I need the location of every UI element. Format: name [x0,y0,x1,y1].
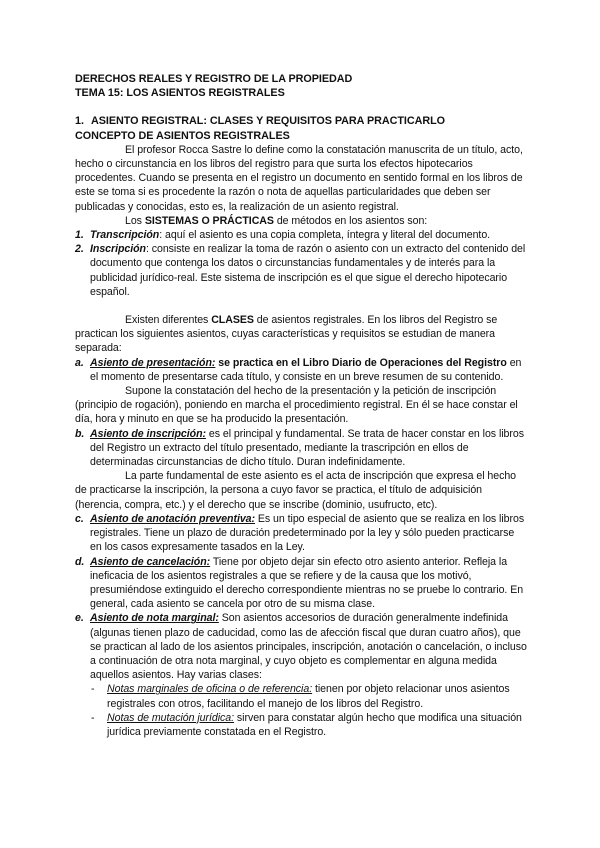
list-marker: 2. [75,243,84,256]
list-term: Asiento de nota marginal: [90,612,219,625]
list-item [75,611,527,682]
list-marker: e. [75,612,84,625]
list-term: Transcripción [90,229,160,242]
list-term: Asiento de cancelación: [90,555,211,568]
document-subtitle: TEMA 15: LOS ASIENTOS REGISTRALES [75,87,285,100]
list-text: : consiste en realizar la toma de razón o asiento con un extracto del contenido del documento que contenga los datos o circunstancias fundamentales y de interés para la publicidad jurídico-real. Este sistema de inscripción es el que sigue el derecho hipotecario español. [90,243,526,298]
list-text-bold: se practica en el Libro Diario de Operaciones del Registro [215,356,507,369]
sub-list-item [75,682,527,710]
systems-intro [75,214,527,228]
sub-list-text: tienen por objeto relacionar unos asientos registrales con otros, facilitando el manejo de los libros del Registro. [107,683,510,710]
list-text: es el principal y fundamental. Se trata de hacer constar en los libros del Registro un extracto del título presentado, mediante la trascripción en ellos de determinadas circunstancias de dicho título. Duran indefinidamente. [90,427,524,469]
list-marker: a. [75,356,84,369]
list-marker: b. [75,427,85,440]
list-item [75,512,527,555]
list-marker: 1. [75,229,84,242]
list-marker: c. [75,512,84,525]
systems-list [75,228,527,299]
list-marker: d. [75,555,85,568]
list-term: Asiento de anotación preventiva: [90,512,255,525]
list-term: Inscripción [90,243,146,256]
sub-list-text: sirven para constatar algún hecho que modifica una situación jurídica previamente constatada en el Registro. [107,711,522,738]
section-heading [75,114,527,142]
class-follow-paragraph: La parte fundamental de este asiento es el acta de inscripción que expresa el hecho de practicarse la inscripción, la persona a cuyo favor se practica, el título de adquisición (herencia, compra, etc.) y el derecho que se inscribe (dominio, usufructo, etc). [75,470,517,511]
list-text: en el momento de presentarse cada título, y consiste en un breve resumen de su contenido. [90,356,522,383]
list-text: Es un tipo especial de asiento que se realiza en los libros registrales. Tiene un plazo de duración predeterminado por la ley y sólo pueden practicarse en los casos expresamente tasados en la Ley. [90,512,525,554]
systems-intro-post: de métodos en los asientos son: [273,214,428,227]
systems-intro-bold: SISTEMAS O PRÁCTICAS [144,214,274,227]
list-item [75,242,527,299]
list-item [75,427,527,470]
section-heading-line2: CONCEPTO DE ASIENTOS REGISTRALES [75,129,290,142]
sub-list-item [75,711,527,739]
sub-list-term: Notas marginales de oficina o de referencia: [107,683,313,696]
classes-list-b [75,427,527,470]
intro-paragraph: El profesor Rocca Sastre lo define como la constatación manuscrita de un título, acto, hecho o circunstancia en los libros del registro para que surta los efectos hipotecarios procedentes. Cuando se presenta en el registro un documento en sentido formal en los libros de este se toma si es procedente la razón o nota de aquellas particularidades que deben ser publicadas y conocidas, esto es, la realización de un asiento registral. [75,143,523,213]
sub-list-marker: - [91,683,95,696]
systems-intro-pre: Los [125,214,145,227]
class-follow-paragraph: Supone la constatación del hecho de la presentación y la petición de inscripción (principio de rogación), poniendo en marcha el procedimiento registral. En él se hace constar el día, hora y minuto en que se ha producido la presentación. [75,385,518,426]
classes-intro [75,313,527,356]
list-text: Son asientos accesorios de duración generalmente indefinida (algunas tienen plazo de caducidad, como las de afección fiscal que duran cuatro años), que se practican al lado de los asientos principales, inscripción, anotación o cancelación, o incluso a continuación de otra nota marginal, y cuyo objeto es complementar en alguna medida aquellos asientos. Hay varias clases: [90,612,527,682]
classes-list-c [75,512,527,682]
list-text: Tiene por objeto dejar sin efecto otro asiento anterior. Refleja la ineficacia de los asientos registrales a que se refiere y de la causa que los motivó, presumiéndose extinguido el derecho correspondiente mientras no se pruebe lo contrario. En general, cada asiento se cancela por otro de su misma clase. [90,555,524,611]
classes-list [75,356,527,384]
section-heading-line1: ASIENTO REGISTRAL: CLASES Y REQUISITOS PARA PRACTICARLO [91,115,445,128]
sub-list-marker: - [91,711,95,724]
classes-intro-pre: Existen diferentes [125,314,212,327]
list-text: : aquí el asiento es una copia completa, íntegra y literal del documento. [159,229,491,242]
list-term: Asiento de inscripción: [90,427,206,440]
list-term: Asiento de presentación: [90,356,216,369]
classes-intro-post: de asientos registrales. En los libros del Registro se practican los siguientes asientos, cuyas características y requisitos se estudian de manera separada: [75,314,498,355]
section-number: 1. [75,115,84,128]
list-item [75,555,527,612]
sub-list-term: Notas de mutación jurídica: [107,711,235,724]
list-item [75,356,527,384]
classes-intro-bold: CLASES [211,314,254,327]
document-title: DERECHOS REALES Y REGISTRO DE LA PROPIEDAD [75,73,353,85]
document-body [75,72,527,739]
list-item [75,228,527,242]
